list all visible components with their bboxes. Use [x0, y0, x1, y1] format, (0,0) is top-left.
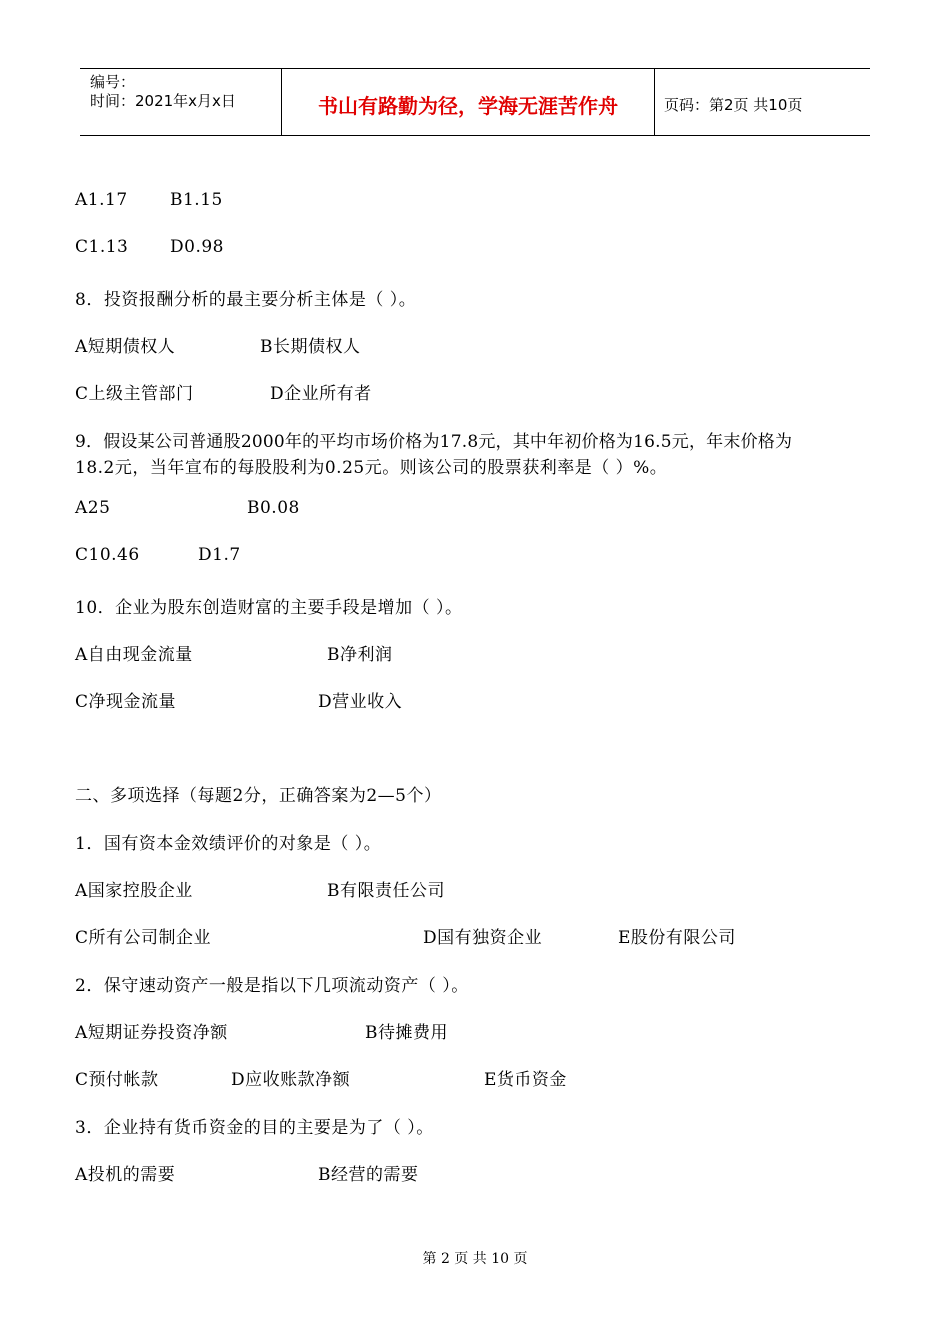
option-d: D营业收入 [318, 692, 403, 712]
option-a: A短期债权人 [75, 337, 176, 357]
option-d: D企业所有者 [270, 384, 372, 404]
option-d: D1.7 [198, 545, 241, 565]
option-b: B1.15 [170, 190, 223, 210]
header-top-rule [80, 68, 870, 69]
question-8: 8．投资报酬分析的最主要分析主体是（ ）。 [75, 290, 417, 310]
question-9-line-2: 18.2元，当年宣布的每股股利为0.25元。则该公司的股票获利率是（ ）%。 [75, 458, 668, 478]
page-label: 页码：第2页 共10页 [664, 96, 803, 114]
option-d: D国有独资企业 [423, 928, 543, 948]
option-a: A投机的需要 [75, 1165, 176, 1185]
option-e: E股份有限公司 [618, 928, 736, 948]
number-label: 编号： [90, 73, 136, 91]
option-c: C所有公司制企业 [75, 928, 212, 948]
option-a: A自由现金流量 [75, 645, 193, 665]
option-b: B待摊费用 [365, 1023, 448, 1043]
option-d: D应收账款净额 [231, 1070, 351, 1090]
option-c: C10.46 [75, 545, 140, 565]
header-divider-right [654, 68, 655, 136]
option-d: D0.98 [170, 237, 224, 257]
option-a: A1.17 [75, 190, 128, 210]
multi-question-1: 1．国有资本金效绩评价的对象是（ ）。 [75, 834, 382, 854]
option-b: B0.08 [247, 498, 300, 518]
multi-question-3: 3．企业持有货币资金的目的主要是为了（ ）。 [75, 1118, 434, 1138]
question-9-line-1: 9．假设某公司普通股2000年的平均市场价格为17.8元，其中年初价格为16.5元，年末价格为 [75, 432, 793, 452]
header-bottom-rule [80, 135, 870, 136]
option-b: B净利润 [327, 645, 393, 665]
question-10: 10．企业为股东创造财富的主要手段是增加（ ）。 [75, 598, 463, 618]
page-footer: 第 2 页 共 10 页 [422, 1251, 528, 1267]
option-c: C上级主管部门 [75, 384, 194, 404]
time-label: 时间：2021年x月x日 [90, 92, 236, 110]
option-a: A短期证券投资净额 [75, 1023, 228, 1043]
option-b: B有限责任公司 [327, 881, 445, 901]
motto: 书山有路勤为径，学海无涯苦作舟 [318, 94, 618, 118]
section-heading: 二、多项选择（每题2分，正确答案为2—5个） [75, 786, 442, 806]
option-c: C净现金流量 [75, 692, 177, 712]
option-e: E货币资金 [484, 1070, 567, 1090]
option-b: B经营的需要 [318, 1165, 419, 1185]
option-c: C1.13 [75, 237, 129, 257]
multi-question-2: 2．保守速动资产一般是指以下几项流动资产（ ）。 [75, 976, 469, 996]
option-a: A国家控股企业 [75, 881, 193, 901]
option-a: A25 [75, 498, 111, 518]
option-b: B长期债权人 [260, 337, 361, 357]
option-c: C预付帐款 [75, 1070, 159, 1090]
